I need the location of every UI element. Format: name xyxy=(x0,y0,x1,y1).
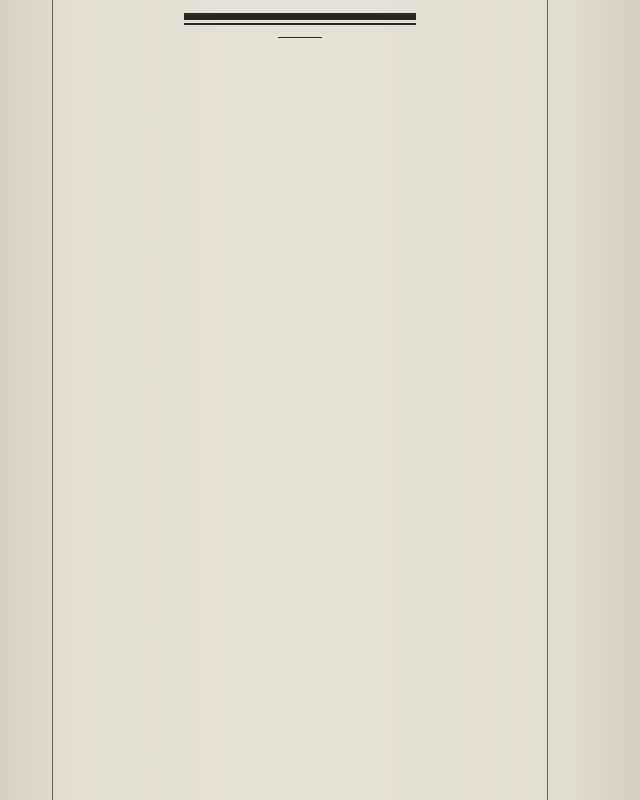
right-column xyxy=(557,0,640,800)
next-section-short-rule xyxy=(278,37,322,39)
column-rule-left xyxy=(52,0,53,800)
center-column xyxy=(62,0,538,800)
left-column xyxy=(0,0,43,800)
section-thin-rule xyxy=(184,23,416,25)
column-rule-right xyxy=(547,0,548,800)
section-thick-rule xyxy=(184,13,416,20)
